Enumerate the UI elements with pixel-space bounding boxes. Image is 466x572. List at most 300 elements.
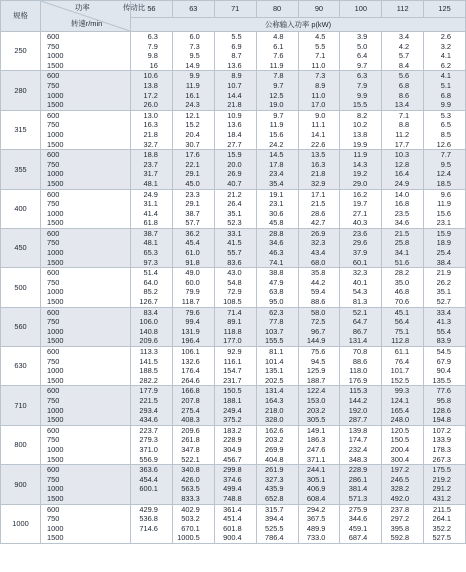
power-value: 454.4	[139, 474, 158, 484]
power-value-cell	[382, 268, 424, 307]
power-value-cell	[298, 110, 340, 149]
spec-cell: 710	[1, 386, 41, 425]
power-value-cell	[172, 504, 214, 543]
power-value-cell	[214, 189, 256, 228]
speed-value: 1000	[47, 169, 64, 179]
power-value: 327.3	[265, 474, 284, 484]
power-value: 556.9	[139, 454, 158, 464]
power-value: 340.8	[181, 465, 200, 475]
power-value: 29.1	[185, 169, 200, 179]
power-value-cell	[340, 425, 382, 464]
power-value: 202.5	[265, 375, 284, 385]
power-value: 118.8	[223, 326, 242, 336]
power-value: 140.8	[139, 326, 158, 336]
power-value: 13.0	[143, 110, 158, 120]
power-value-cell	[256, 347, 298, 386]
power-value-cell	[256, 504, 298, 543]
power-value: 209.6	[181, 425, 200, 435]
power-value: 116.1	[223, 356, 242, 366]
power-value: 33.1	[227, 228, 242, 238]
speed-value: 600	[47, 307, 60, 317]
power-value: 41.5	[227, 238, 242, 248]
power-value: 74.1	[269, 257, 284, 267]
power-value: 46.3	[269, 248, 284, 258]
power-value-cell	[131, 504, 173, 543]
power-value: 2.6	[440, 32, 451, 41]
spec-cell: 800	[1, 425, 41, 464]
spec-cell: 400	[1, 189, 41, 228]
power-value: 11.9	[269, 120, 284, 130]
power-value: 59.4	[310, 287, 326, 297]
power-value: 197.2	[390, 465, 410, 475]
table-row	[1, 504, 466, 543]
power-value: 16.4	[394, 169, 410, 179]
power-value: 18.4	[227, 129, 242, 139]
power-value: 247.6	[306, 444, 326, 454]
power-value: 6.9	[231, 41, 242, 51]
power-value: 194.8	[432, 415, 451, 425]
power-value: 426.0	[181, 474, 200, 484]
speed-value: 1500	[47, 218, 64, 228]
speed-value: 600	[47, 150, 60, 160]
power-value: 45.8	[269, 218, 284, 228]
power-value: 361.4	[223, 504, 242, 514]
power-value: 22.1	[185, 159, 200, 169]
power-value: 77.8	[269, 317, 284, 327]
power-value: 178.3	[432, 444, 451, 454]
power-value: 22.6	[310, 139, 326, 149]
power-value: 8.4	[398, 60, 410, 70]
speed-value: 1000	[47, 326, 64, 336]
power-value: 305.5	[306, 415, 326, 425]
spec-cell: 250	[1, 32, 41, 71]
power-value: 35.4	[269, 178, 284, 188]
power-value: 7.9	[356, 80, 368, 90]
power-value: 293.4	[139, 405, 158, 415]
power-value: 57.7	[185, 218, 200, 228]
power-value: 231.7	[223, 375, 242, 385]
power-value-cell	[340, 386, 382, 425]
power-value: 305.1	[306, 474, 326, 484]
power-value: 14.1	[310, 129, 326, 139]
power-value: 41.3	[436, 317, 451, 327]
power-value: 48.1	[143, 178, 158, 188]
power-value-cell	[298, 71, 340, 110]
power-value-cell	[256, 110, 298, 149]
power-value-cell	[256, 307, 298, 346]
power-value: 9.5	[189, 51, 200, 61]
speed-value: 1000	[47, 51, 64, 61]
power-value: 29.6	[352, 238, 368, 248]
power-value: 188.1	[223, 395, 242, 405]
speed-value: 1500	[47, 375, 64, 385]
power-value: 15.9	[436, 228, 451, 238]
speed-value: 1000	[47, 523, 64, 533]
power-value: 106.0	[139, 317, 158, 327]
power-value: 21.8	[310, 169, 326, 179]
power-value: 47.9	[269, 277, 284, 287]
power-value: 6.8	[398, 80, 410, 90]
power-value: 14.5	[269, 150, 284, 160]
power-value: 209.6	[139, 336, 158, 346]
power-value-cell	[172, 110, 214, 149]
power-value: 34.6	[394, 218, 410, 228]
ratio-header: 112	[382, 1, 424, 18]
power-value: 26.2	[436, 277, 451, 287]
power-value: 86.7	[352, 326, 368, 336]
speed-list-cell	[41, 268, 131, 307]
power-value: 30.6	[269, 208, 284, 218]
spec-cell: 1000	[1, 504, 41, 543]
power-value: 106.1	[181, 347, 200, 356]
power-value: 522.1	[181, 454, 200, 464]
speed-value: 1000	[47, 287, 64, 297]
power-value: 113.3	[139, 347, 158, 356]
power-value: 149.1	[306, 425, 326, 435]
power-value: 45.4	[185, 238, 200, 248]
power-value: 9.9	[440, 100, 451, 110]
spec-cell: 450	[1, 228, 41, 267]
speed-list-cell	[41, 307, 131, 346]
power-value: 203.2	[306, 405, 326, 415]
power-value: 4.5	[315, 32, 326, 41]
power-value: 31.1	[143, 199, 158, 209]
power-value: 165.4	[390, 405, 410, 415]
power-value: 451.4	[223, 514, 242, 524]
power-value-cell	[131, 268, 173, 307]
power-value-cell	[214, 465, 256, 504]
power-value-cell	[424, 465, 466, 504]
power-value: 52.7	[436, 297, 451, 307]
power-value: 61.1	[394, 347, 410, 356]
table-row	[1, 268, 466, 307]
power-value: 16.3	[310, 159, 326, 169]
power-value: 45.1	[394, 307, 410, 317]
power-value: 19.7	[352, 199, 368, 209]
power-value: 786.4	[265, 533, 284, 543]
power-value: 14.0	[394, 189, 410, 199]
power-value: 9.0	[315, 110, 326, 120]
power-value: 406.9	[306, 484, 326, 494]
power-value: 152.5	[390, 375, 410, 385]
speed-list-cell	[41, 425, 131, 464]
power-value: 429.9	[139, 504, 158, 514]
power-value-cell	[214, 71, 256, 110]
power-value: 7.9	[147, 41, 158, 51]
speed-value: 1500	[47, 139, 64, 149]
power-value: 68.0	[310, 257, 326, 267]
power-value: 8.9	[315, 80, 326, 90]
power-value: 48.1	[143, 238, 158, 248]
spec-cell: 500	[1, 268, 41, 307]
power-value: 315.7	[265, 504, 284, 514]
power-value: 6.3	[356, 71, 368, 81]
power-value: 459.1	[348, 523, 368, 533]
speed-value: 750	[47, 317, 60, 327]
spec-cell: 315	[1, 110, 41, 149]
power-value: 40.3	[352, 218, 368, 228]
power-value: 85.2	[143, 287, 158, 297]
ratio-header: 56	[131, 1, 173, 18]
power-value: 287.7	[348, 415, 368, 425]
power-value: 131.4	[348, 336, 368, 346]
speed-list-cell	[41, 110, 131, 149]
power-value: 608.4	[306, 493, 326, 503]
power-value-cell	[298, 189, 340, 228]
power-value: 107.2	[432, 425, 451, 435]
power-value: 29.0	[352, 178, 368, 188]
power-value-cell	[256, 32, 298, 71]
power-value: 23.1	[269, 199, 284, 209]
speed-value: 1000	[47, 366, 64, 376]
speed-value: 750	[47, 41, 60, 51]
power-value: 601.8	[223, 523, 242, 533]
power-value: 11.9	[269, 60, 284, 70]
power-value: 525.5	[265, 523, 284, 533]
power-value-cell	[256, 228, 298, 267]
spec-cell: 560	[1, 307, 41, 346]
power-value-cell	[382, 110, 424, 149]
speed-label: 转速r/min	[71, 19, 103, 28]
power-value: 19.0	[269, 100, 284, 110]
power-value: 12.5	[269, 90, 284, 100]
power-value: 527.5	[432, 533, 451, 543]
speed-list-cell	[41, 189, 131, 228]
power-value: 7.6	[273, 51, 284, 61]
power-value: 248.0	[390, 415, 410, 425]
power-value: 29.1	[185, 199, 200, 209]
power-value-cell	[424, 504, 466, 543]
power-value-cell	[340, 71, 382, 110]
power-value-cell	[131, 32, 173, 71]
ratio-header: 90	[298, 1, 340, 18]
power-value: 72.9	[227, 287, 242, 297]
power-value: 24.2	[269, 139, 284, 149]
power-value: 375.2	[223, 415, 242, 425]
power-value: 25.4	[436, 248, 451, 258]
power-value: 687.4	[348, 533, 368, 543]
power-value: 13.8	[143, 80, 158, 90]
power-value: 20.4	[185, 129, 200, 139]
power-value: 21.2	[227, 189, 242, 199]
power-value-cell	[340, 347, 382, 386]
power-value-cell	[172, 386, 214, 425]
power-value-cell	[131, 347, 173, 386]
power-value: 6.5	[440, 120, 451, 130]
power-value: 275.9	[348, 504, 368, 514]
power-value: 32.9	[310, 178, 326, 188]
power-value: 26.9	[310, 228, 326, 238]
power-value: 352.2	[432, 523, 451, 533]
power-value-cell	[256, 425, 298, 464]
power-value-cell	[382, 307, 424, 346]
power-value: 833.3	[181, 493, 200, 503]
power-value-cell	[340, 110, 382, 149]
power-value: 7.7	[440, 150, 451, 160]
power-value: 297.2	[390, 514, 410, 524]
power-value: 371.0	[139, 444, 158, 454]
power-value: 7.8	[273, 71, 284, 81]
power-value-cell	[131, 465, 173, 504]
power-value-cell	[172, 228, 214, 267]
power-value: 144.9	[306, 336, 326, 346]
power-value-cell	[172, 425, 214, 464]
speed-value: 750	[47, 514, 60, 524]
power-value: 294.2	[306, 504, 326, 514]
power-value: 5.6	[398, 71, 410, 81]
ratio-header: 63	[172, 1, 214, 18]
power-value: 571.3	[348, 493, 368, 503]
power-value: 37.9	[352, 248, 368, 258]
power-value: 52.1	[352, 307, 368, 317]
speed-value: 1500	[47, 257, 64, 267]
power-value: 177.9	[139, 386, 158, 396]
power-value: 15.9	[227, 150, 242, 160]
power-value-cell	[256, 71, 298, 110]
power-value: 3.9	[356, 32, 368, 41]
speed-list-cell	[41, 150, 131, 189]
power-value: 23.5	[394, 208, 410, 218]
speed-value: 750	[47, 395, 60, 405]
power-value: 16.3	[143, 120, 158, 130]
power-value: 43.0	[227, 268, 242, 278]
power-value: 264.1	[432, 514, 451, 524]
power-value-cell	[340, 189, 382, 228]
power-value: 61.0	[185, 248, 200, 258]
power-value-cell	[172, 307, 214, 346]
table-body	[1, 32, 466, 544]
power-value-cell	[424, 425, 466, 464]
power-value: 733.0	[306, 533, 326, 543]
power-value: 32.3	[310, 238, 326, 248]
power-value-cell	[131, 71, 173, 110]
corner-header	[41, 1, 146, 32]
power-value: 56.4	[394, 317, 410, 327]
power-value: 435.9	[265, 484, 284, 494]
power-value: 249.4	[223, 405, 242, 415]
power-value: 150.5	[390, 435, 410, 445]
table-row	[1, 386, 466, 425]
power-value: 132.6	[181, 356, 200, 366]
ratio-header: 80	[256, 1, 298, 18]
power-value: 10.7	[227, 80, 242, 90]
power-value: 83.6	[227, 257, 242, 267]
speed-value: 1500	[47, 336, 64, 346]
ratio-header: 71	[214, 1, 256, 18]
power-value: 128.6	[432, 405, 451, 415]
power-value: 77.6	[436, 386, 451, 396]
power-value-cell	[340, 228, 382, 267]
power-value-cell	[382, 150, 424, 189]
ratio-header: 125	[424, 1, 466, 18]
power-value: 135.1	[265, 366, 284, 376]
power-value: 21.8	[227, 100, 242, 110]
power-value: 32.3	[352, 268, 368, 278]
power-value: 101.4	[265, 356, 284, 366]
power-value: 367.5	[306, 514, 326, 524]
power-value: 3.2	[440, 41, 451, 51]
power-value: 10.9	[227, 110, 242, 120]
power-value: 131.4	[265, 386, 284, 396]
power-value: 267.3	[432, 454, 451, 464]
power-value: 70.8	[352, 347, 368, 356]
power-value-cell	[172, 189, 214, 228]
power-value-cell	[131, 110, 173, 149]
table-row	[1, 425, 466, 464]
power-value-cell	[214, 307, 256, 346]
power-value-cell	[298, 32, 340, 71]
power-value: 23.1	[436, 218, 451, 228]
speed-list-cell	[41, 504, 131, 543]
power-value: 363.6	[139, 465, 158, 475]
power-value: 269.9	[265, 444, 284, 454]
power-value: 300.4	[390, 454, 410, 464]
power-value-cell	[424, 189, 466, 228]
power-value-cell	[382, 465, 424, 504]
power-value: 374.6	[223, 474, 242, 484]
power-value: 64.0	[143, 277, 158, 287]
speed-value: 600	[47, 347, 60, 356]
power-value: 10.6	[143, 71, 158, 81]
power-value: 38.7	[143, 228, 158, 238]
power-value-cell	[424, 386, 466, 425]
power-value: 371.1	[306, 454, 326, 464]
power-value: 35.1	[436, 287, 451, 297]
speed-value: 1500	[47, 454, 64, 464]
power-value: 26.0	[143, 100, 158, 110]
power-value: 35.1	[227, 208, 242, 218]
power-value-cell	[424, 307, 466, 346]
power-value: 38.4	[436, 257, 451, 267]
power-value: 49.0	[185, 268, 200, 278]
power-value: 291.2	[432, 484, 451, 494]
power-value: 344.6	[348, 514, 368, 524]
power-value: 12.4	[436, 169, 451, 179]
power-value-cell	[382, 386, 424, 425]
power-value: 17.1	[310, 189, 326, 199]
speed-value: 1000	[47, 484, 64, 494]
table-row	[1, 71, 466, 110]
power-value: 133.9	[432, 435, 451, 445]
power-value: 11.0	[311, 60, 326, 70]
power-value: 76.4	[394, 356, 410, 366]
power-value: 122.4	[306, 386, 326, 396]
power-value: 5.0	[356, 41, 368, 51]
power-value: 348.3	[348, 454, 368, 464]
power-value: 90.4	[436, 366, 451, 376]
power-value: 492.0	[390, 493, 410, 503]
power-value: 9.7	[273, 80, 284, 90]
speed-value: 1000	[47, 248, 64, 258]
power-value: 24.3	[185, 100, 200, 110]
power-value: 536.8	[139, 514, 158, 524]
power-value-cell	[172, 465, 214, 504]
power-value: 237.8	[390, 504, 410, 514]
power-value: 120.5	[390, 425, 410, 435]
power-value: 94.5	[310, 356, 326, 366]
power-value: 13.6	[227, 60, 242, 70]
power-value: 65.3	[143, 248, 158, 258]
power-value: 188.5	[139, 366, 158, 376]
power-value-cell	[214, 228, 256, 267]
power-value: 23.7	[143, 159, 158, 169]
power-value: 81.3	[352, 297, 368, 307]
power-value: 15.5	[352, 100, 368, 110]
power-value-cell	[424, 150, 466, 189]
power-value: 75.6	[310, 347, 326, 356]
speed-value: 1000	[47, 129, 64, 139]
power-value: 4.2	[398, 41, 410, 51]
